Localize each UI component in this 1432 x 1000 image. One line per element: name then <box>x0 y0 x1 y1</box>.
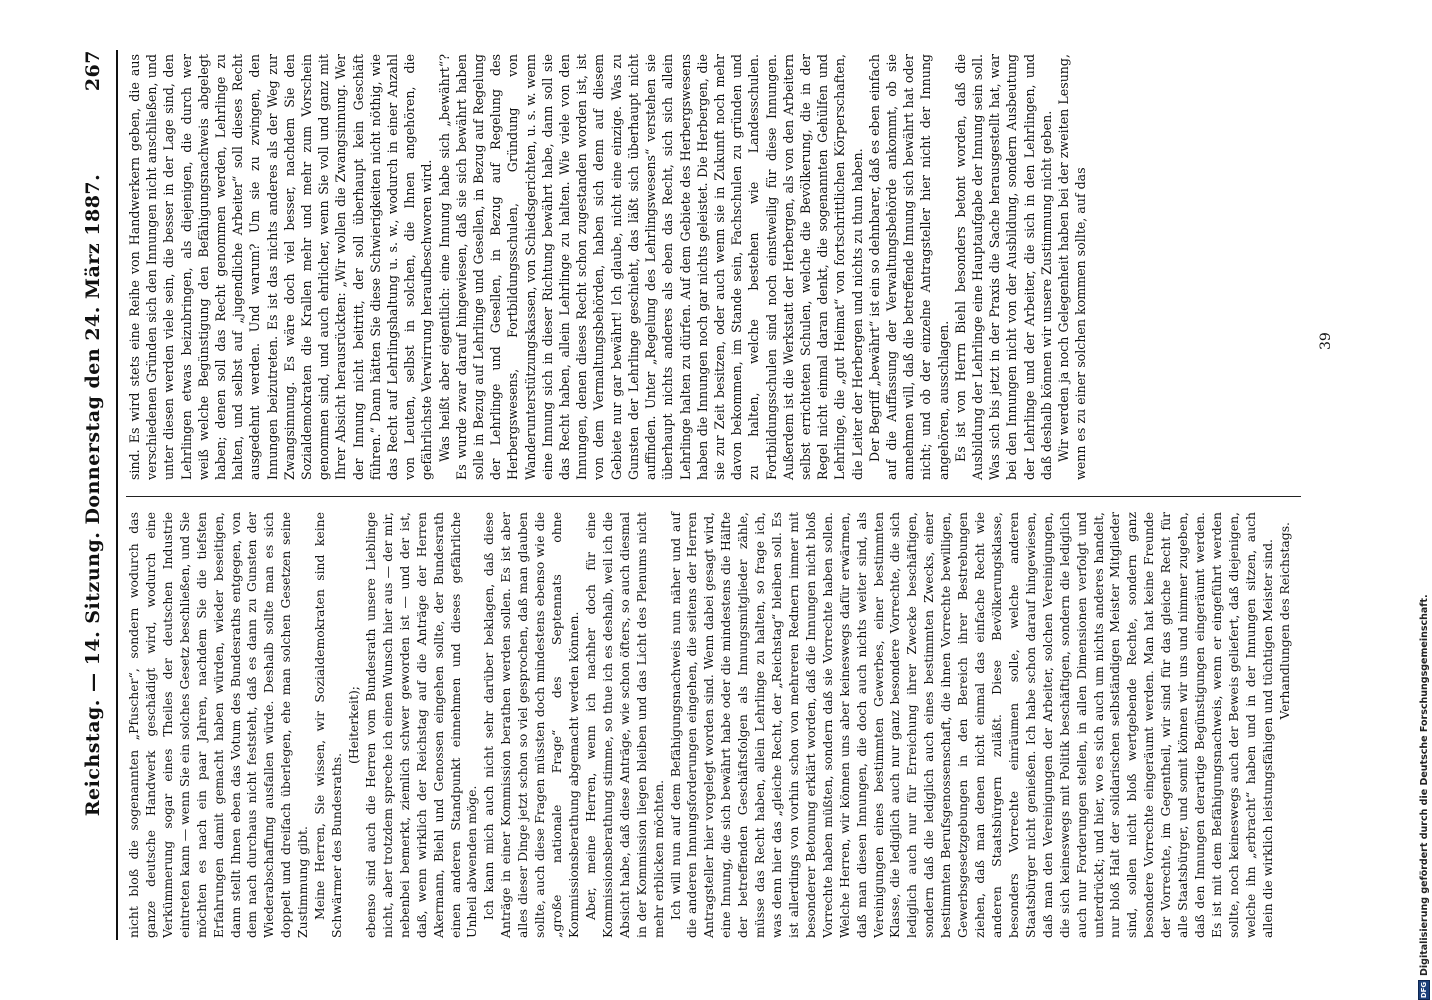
column-divider <box>126 496 1301 497</box>
header-rule <box>116 50 118 940</box>
page-header <box>82 50 112 940</box>
text-column-left <box>126 512 1294 938</box>
paragraph: Wir werden ja noch Gelegenheit haben bei der zweiten Lesung, wenn es zu einer solchen kommen sollte, auf das <box>1055 54 1089 480</box>
paragraph: Verhandlungen des Reichstags. <box>1276 522 1292 720</box>
dfg-logo: DFG <box>1420 981 1428 999</box>
paragraph: nicht bloß die sogenannten „Pfuscher“, sondern wodurch das ganze deutsche Handwerk geschädigt wird, wodurch eine Verkümmerung sogar eines Theiles der deutschen Industrie eintreten kann — wenn Sie ein solches Gesetz beschließen, und Sie möchten es nach ein paar Jahren, nachdem Sie die tiefsten Erfahrungen damit gemacht haben würden, wieder beseitigen, dann stellt Ihnen eben das Votum des Bundesraths entgegen, von dem nach durchaus nicht feststeht, daß es dann zu Gunsten der Wiederabschaffung ausfallen würde. Deshalb sollte man es sich doppelt und dreifach überlegen, ehe man solchen Gesetzen seine Zustimmung gibt. <box>126 512 311 938</box>
text-column-right <box>126 54 1089 480</box>
paragraph: Ich will nun auf dem Befähigungsnachweis nun näher und auf die anderen Innungsforderungen eingehen, die seitens der Herren Antragsteller hier vorgelegt worden sind. Wenn dabei gesagt wird, eine Innung, die sich bewährt habe oder die mindestens die Hälfte der betreffenden Geschäftsfolgen als Innungsmitglieder zähle, müsse das Recht haben, allein Lehrlinge zu halten, so frage ich, was denn hier das „gleiche Recht, der „Reichstag“ bleiben soll. Es ist allerdings von vorhin schon von mehreren Rednern immer mit besonderer Betonung erklärt worden, daß die Innungen nicht bloß Vorrechte haben müßten, sondern daß sie Vorrechte haben sollen. Welche Herren, wir können uns aber keineswegs dafür erwärmen, daß man diesen Innungen, die doch auch nichts weiter sind, als Vereinigungen eines bestimmten Gewerbes, einer bestimmten Klasse, die lediglich auch nur ganz besondere Vorrechte, die sich lediglich auch nur für Erreichung ihrer Zwecke beschäftigen, sondern daß die lediglich auch eines bestimmten Zwecks, einer bestimmten Berufsgenossenschaft, die ihnen Vorrechte bewilligen, Gewerbsgesetzgebungen in den Bereich ihrer Bestrebungen ziehen, daß man denen nicht einmal das einfache Recht wie anderen Staatsbürgern zuläßt. Diese Bevölkerungsklasse, besonders Vorrechte einräumen solle, welche anderen Staatsbürger nicht genießen. Ich habe schon darauf hingewiesen, daß man den Vereinigungen der Arbeiter, solchen Vereinigungen, die sich keineswegs mit Politik beschäftigen, sondern die lediglich auch nur Forderungen stellen, in allen Dimensionen verfolgt und unterdrückt; und hier, wo es sich auch um nichts anderes handelt, nur bloß Halt der solidarischen selbständigen Meister Mitglieder sind, sollen nicht bloß wertgebende Rechte, sondern ganz besondere Vorrechte eingeräumt werden. Man hat keine Freunde der Vorrechte, im Gegentheil, wir sind für das gleiche Recht für alle Staatsbürger, und somit können wir uns und nimmer zugeben, daß den Innungen derartige Begünstigungen eingeräumt werden. Es ist mit dem Befähigungsnachweis, wenn er eingeführt werden sollte, noch keineswegs auch der Beweis geliefert, daß diejenigen, welche ihn „erbracht“ haben und in der Innungen sitzen, auch allein die wirklich leistungsfähigen und tüchtigen Meister sind. <box>667 512 1275 938</box>
page-number: 39 <box>1318 332 1334 350</box>
paragraph: sind. Es wird stets eine Reihe von Handwerkern geben, die aus verschiedenen Gründen sich den Innungen nicht anschließen, und unter diesen werden viele sein, die besser in der Lage sind, den Lehrlingen etwas beizubringen, als diejenigen, die durch wer weiß welche Begünstigung den Befähigungsnachweis abgelegt haben; denen soll das Recht genommen werden, Lehrlinge zu halten, und selbst auf „jugendliche Arbeiter“ soll dieses Recht ausgedehnt werden. Und warum? Um sie zu zwingen, den Innungen beizutreten. Es ist das nichts anderes als der Weg zur Zwangsinnung. Es wäre doch viel besser, nachdem Sie den Sozialdemokraten die Krallen mehr und mehr zum Vorschein genommen sind, und auch ehrlicher, wenn Sie voll und ganz mit Ihrer Absicht herausrückten: „Wir wollen die Zwangsinnung. Wer der Innung nicht beitritt, der soll überhaupt kein Geschäft führen.“ Dann hätten Sie diese Schwierigkeiten nicht nöthig, wie das Recht auf Lehrlingshaltung u. s. w., wodurch in einer Anzahl von Leuten, selbst in solchen, die Ihnen angehören, die gefährlichste Verwirrung heraufbeschworen wird. <box>127 54 435 480</box>
paragraph: Was heißt aber eigentlich: eine Innung habe sich „bewährt“? Es wurde zwar darauf hingewiesen, daß sie sich bewährt haben solle in Bezug auf Lehrlinge und Gesellen, in Bezug auf Regelung der Lehrlinge und Gesellen, in Bezug auf Regelung des Herbergswesens, Fortbildungsschulen, Gründung von Wanderunterstützungskassen, von Schiedsgerichten, u. s. w. wenn eine Innung sich in dieser Richtung bewährt habe, dann soll sie das Recht haben, allein Lehrlinge zu halten. Wie viele von den Innungen, denen dieses Recht schon zugestanden worden ist, ist von dem Vermaltungsbehörden, haben sich denn auf diesem Gebiete nur gar bewährt! Ich glaube, nicht eine einzige. Was zu Gunsten der Lehrlinge geschieht, das läßt sich überhaupt nicht auffinden. Unter „Regelung des Lehrlingswesens“ verstehen sie überhaupt nichts anderes als eben das Recht, sich sich allein Lehrlinge halten zu dürfen. Auf dem Gebiete des Herbergswesens haben die Innungen noch gar nichts geleistet. Die Herbergen, die sie zur Zeit besitzen, oder auch wenn sie in Zukunft noch mehr davon bekommen, im Stande sein, Fachschulen zu gründen und zu halten, welche bestehen wie Landesschulen. Fortbildungsschulen sind noch einstweilig für diese Innungen. Außerdem ist die Werkstatt der Herbergen, als von den Arbeitern selbst errichteten Schulen, welche die Bevölkerung, die in der Regel nicht einmal daran denkt, die sogenannten Gehülfen und Lehrlinge, die „gut Heimat“ von fortschrittlichen Körperschaften, die Leiter der Herbergen und nichts zu thun haben. <box>436 54 865 480</box>
paragraph: Meine Herren, Sie wissen, wir Sozialdemokraten sind keine Schwärmer des Bundesraths. <box>312 512 345 938</box>
digitization-text: Digitalisierung gefördert durch die Deutsche Forschungsgemeinschaft. <box>1418 594 1430 976</box>
paragraph: Aber, meine Herren, wenn ich nachher doch für eine Kommissionsberathung stimme, so thue ich es deshalb, weil ich die Absicht habe, daß diese Anträge, wie schon öfters, so auch diesmal in der Kommission liegen bleiben und das Licht des Plenums nicht mehr erblicken möchten. <box>582 512 666 938</box>
digitization-notice <box>1418 560 1430 1000</box>
paragraph: (Heiterkeit); <box>345 686 361 764</box>
header-title: Reichstag. — 14. Sitzung. Donnerstag den 24. März 1887. <box>82 173 104 817</box>
paragraph: Der Begriff „bewährt“ ist ein so dehnbarer, daß es eben einfach auf die Auffassung der Verwaltungsbehörde ankommt, ob sie annehmen will, daß die betreffende Innung sich bewährt hat oder nicht; und ob der einzelne Antragsteller hier nicht der Innung angehören, ausschlagen. <box>866 54 951 480</box>
paragraph: ebenso sind auch die Herren vom Bundesrath unsere Lieblinge nicht, aber trotzdem spreche ich einen Wunsch hier aus — der mir, nebenbei bemerkt, ziemlich schwer geworden ist — und der ist, daß, wenn wirklich der Reichstag auf die Anträge der Herren Akermann, Biehl und Genossen eingehen sollte, der Bundesrath einen anderen Standpunkt einnehmen und dieses gefährliche Unheil abwenden möge. <box>362 512 480 938</box>
header-right-page-number: 267 <box>82 50 104 92</box>
paragraph: Ich kann mich auch nicht sehr darüber beklagen, daß diese Anträge in einer Kommission berathen werden sollen. Es ist aber alles dieser Dinge jetzt schon so viel gesprochen, daß man glauben sollte, auch diese Fragen müssten doch mindestens ebenso wie die „große nationale Frage“ des Septennats ohne Kommissionsberathung abgemacht werden können. <box>481 512 581 938</box>
paragraph: Es ist von Herrn Biehl besonders betont worden, daß die Ausbildung der Lehrlinge eine Hauptaufgabe der Innung sein soll. Was sich bis jetzt in der Praxis die Sache herausgestellt hat, war bei den Innungen nicht von der Ausbildung, sondern Ausbeutung der Lehrlinge und der Arbeiter, die sich in den Lehrlingen, und daß deshalb können wir unsere Zustimmung nicht geben. <box>952 54 1054 480</box>
